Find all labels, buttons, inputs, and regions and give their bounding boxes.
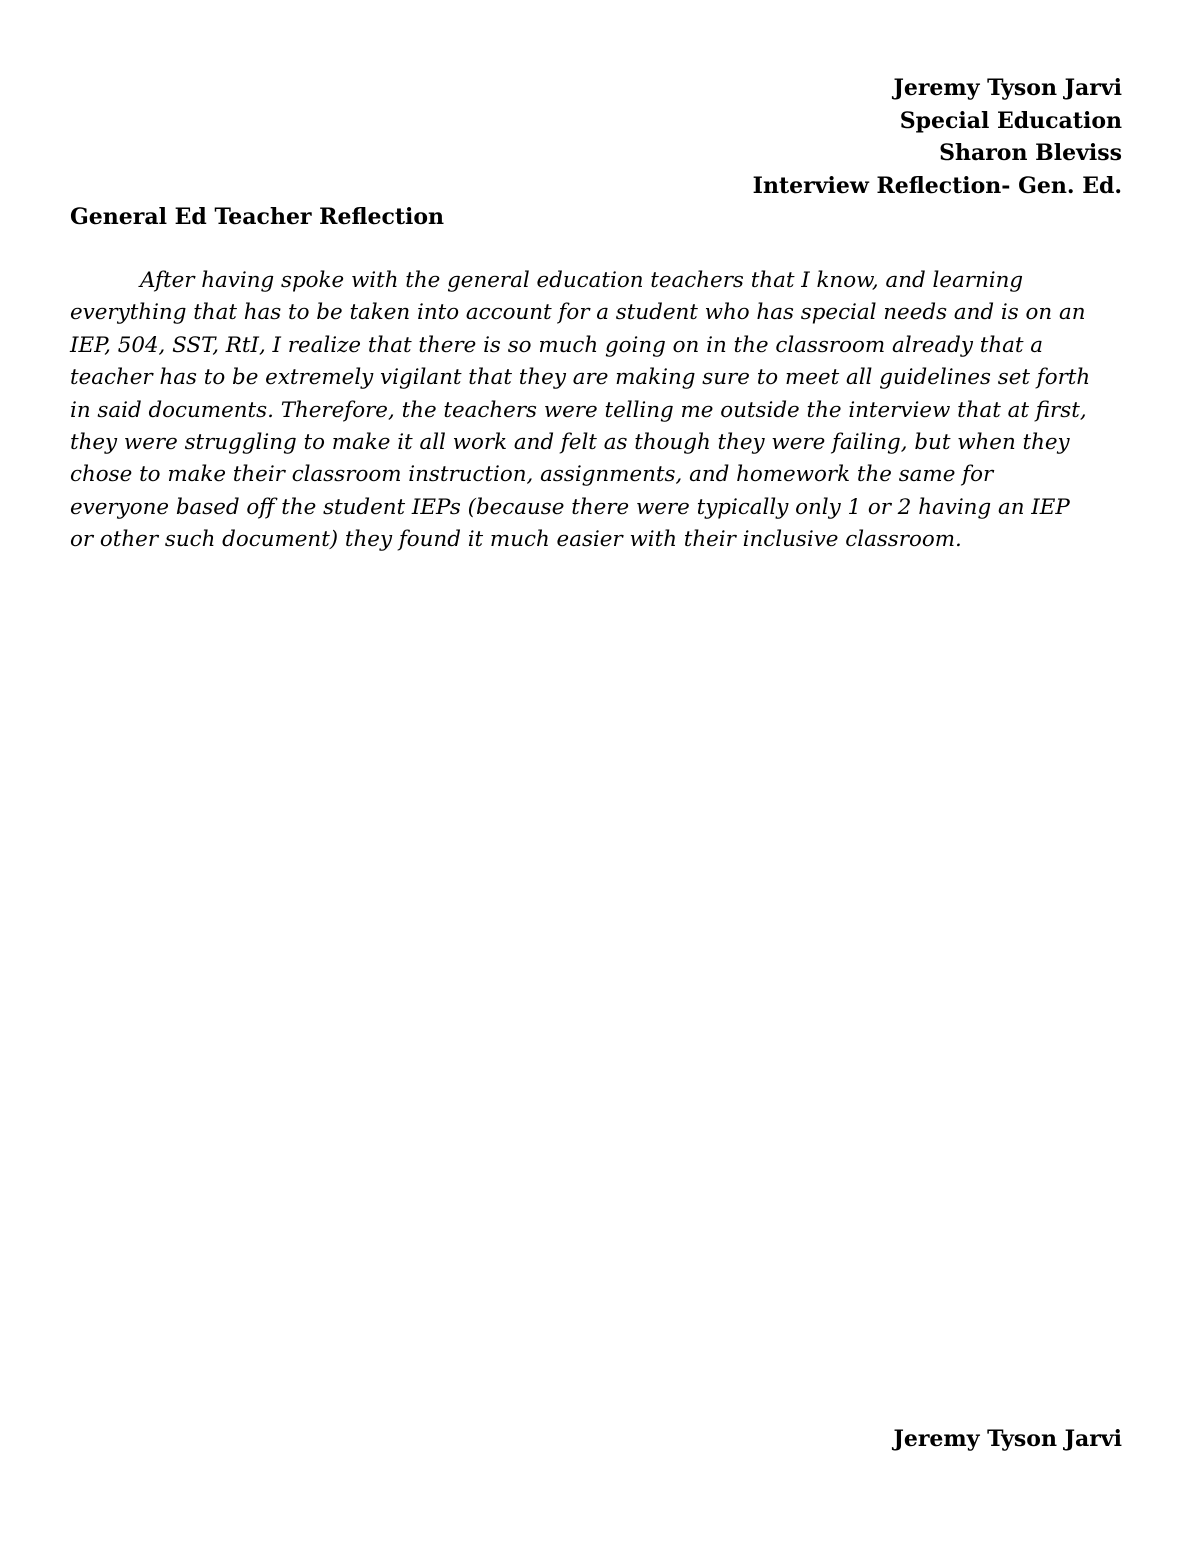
header-block — [753, 72, 1122, 202]
course-name: Special Education — [899, 107, 1122, 134]
paragraph-line: or other such document) they found it much easier with their inclusive classroom. — [70, 527, 962, 553]
footer-author-name: Jeremy Tyson Jarvi — [893, 1426, 1122, 1452]
paragraph-line: in said documents. Therefore, the teachers were telling me outside the interview that at first, — [70, 397, 1087, 423]
assignment-name: Interview Reflection- Gen. Ed. — [752, 172, 1122, 199]
paragraph-line: they were struggling to make it all work and felt as though they were failing, but when they — [70, 430, 1070, 456]
paragraph-line: everyone based off the student IEPs (because there were typically only 1 or 2 having an IEP — [70, 494, 1070, 520]
document-title: General Ed Teacher Reflection — [70, 204, 445, 230]
instructor-name: Sharon Bleviss — [939, 140, 1122, 166]
paragraph-line: teacher has to be extremely vigilant that they are making sure to meet all guidelines set forth — [70, 365, 1091, 391]
reflection-paragraph — [70, 265, 1130, 557]
paragraph-line: chose to make their classroom instruction, assignments, and homework the same for — [70, 462, 994, 488]
paragraph-line: everything that has to be taken into account for a student who has special needs and is on an — [70, 300, 1086, 326]
author-name: Jeremy Tyson Jarvi — [893, 75, 1122, 101]
paragraph-line: After having spoke with the general education teachers that I know, and learning — [140, 268, 1024, 293]
paragraph-line: IEP, 504, SST, RtI, I realize that there is so much going on in the classroom already that a — [70, 332, 1044, 358]
